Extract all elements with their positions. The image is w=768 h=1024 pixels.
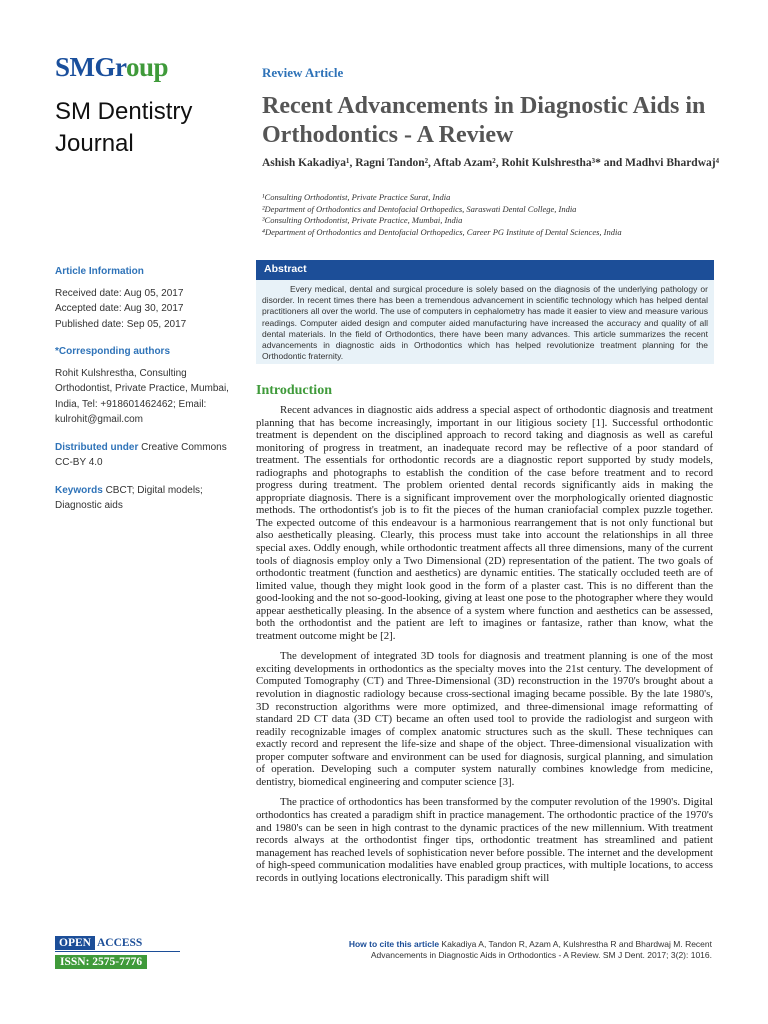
access-label: ACCESS	[96, 937, 143, 949]
abstract-heading: Abstract	[256, 260, 714, 280]
body-text	[256, 404, 713, 892]
journal-name: SM Dentistry Journal	[55, 98, 193, 157]
badge-divider	[55, 951, 180, 952]
affiliation-3: ³Consulting Orthodontist, Private Practice, Mumbai, India	[262, 215, 463, 225]
open-access-badge	[55, 936, 144, 950]
keywords-text: CBCT; Digital models; Diagnostic aids	[55, 484, 203, 511]
license-heading: Distributed under	[55, 441, 139, 453]
journal-logo	[55, 52, 168, 83]
keywords-heading: Keywords	[55, 484, 103, 496]
abstract-text: Every medical, dental and surgical procedure is solely based on the diagnosis of the underlying pathology or disorder. In recent times there has been a tremendous advancement in scientific technology which has helped dental practitioners all over the world. The use of computers in cephalometry has made it easier to view and measure various readings. Computer aided design and computer aided manufacturing have increased the accuracy and quality of all dental materials. In the field of Orthodontics, there have been many advances. This article summarizes the recent advancements in diagnostic aids in Orthodontics which has helped revolutionize treatment planning for the Orthodontic fraternity.	[262, 284, 708, 362]
logo-leaf-icon: o	[126, 52, 139, 82]
affiliation-1: ¹Consulting Orthodontist, Private Practice Surat, India	[262, 192, 451, 202]
corresponding-block	[55, 344, 240, 428]
affiliation-4: ⁴Department of Orthodontics and Dentofacial Orthopedics, Career PG Institute of Dental Sciences, India	[262, 226, 622, 237]
issn-badge: ISSN: 2575-7776	[55, 955, 147, 969]
author-list: Ashish Kakadiya¹, Ragni Tandon², Aftab Azam², Rohit Kulshrestha³* and Madhvi Bhardwaj⁴	[262, 157, 720, 169]
accepted-date: Accepted date: Aug 30, 2017	[55, 303, 184, 314]
article-info-sidebar	[55, 264, 240, 526]
abstract-box	[256, 260, 714, 364]
article-info-heading: Article Information	[55, 266, 144, 277]
article-type: Review Article	[262, 65, 344, 80]
affiliation-2: ²Department of Orthodontics and Dentofacial Orthopedics, Saraswati Dental College, India	[262, 203, 577, 214]
license-text: Creative Commons CC-BY 4.0	[55, 441, 227, 468]
paragraph: The development of integrated 3D tools for diagnosis and treatment planning is one of the most exciting developments in orthodontics as the specialty moves into the 21st century. The development of Computed Tomography (CT) and Three-Dimensional (3D) reconstruction in the 1970's brought about a revolution in diagnostic radiology because cross-sectional imaging became possible. By the late 1980's, 3D reconstruction algorithms were more optimized, and three-dimensional image reformatting of standard 2D CT data (3D CT) became an often used tool to provide the radiologist and surgeon with readily recognizable images of complex anatomic structures such as the skull. These techniques can exactly record and represent the life-size and shape of the object. Three-dimensional visualization with proper computer software and environment can be used for diagnosis, surgical planning, and simulation of operation. Developing such a computer system naturally combines knowledge from medicine, dentistry, biomedical engineering and computer science [3].	[256, 650, 713, 788]
license-block	[55, 440, 240, 471]
introduction-heading: Introduction	[256, 383, 332, 398]
paragraph: The practice of orthodontics has been transformed by the computer revolution of the 1990's. Digital orthodontics has created a paradigm shift in practice management. The orthodontic practice of the 1970's and 1980's can be seen in high contrast to the dynamic practices of the new millennium. With treatment records always at the orthodontist finger tips, orthodontic treatment has streamlined and patient management has reached levels of sophistication never before possible. The internet and the development of high-speed communication modalities have enabled group practices, with multiple locations, to access records in outlying locations electronically. This paradigm shift will	[256, 796, 713, 884]
logo-text-rest: up	[139, 52, 169, 82]
citation-footer	[310, 939, 712, 961]
published-date: Published date: Sep 05, 2017	[55, 318, 187, 330]
article-info-block	[55, 264, 240, 332]
keywords-block	[55, 483, 240, 514]
corresponding-details: Rohit Kulshrestha, Consulting Orthodontist, Private Practice, Mumbai, India, Tel: +918601462462; Email: kulrohit@gmail.com	[55, 367, 229, 425]
article-title: Recent Advancements in Diagnostic Aids in Orthodontics - A Review	[262, 93, 706, 148]
logo-text-sm: SMGr	[55, 52, 126, 82]
affiliations	[262, 192, 732, 238]
open-label: OPEN	[55, 936, 95, 950]
received-date: Received date: Aug 05, 2017	[55, 287, 184, 299]
citation-lead: How to cite this article	[348, 939, 440, 949]
paragraph: Recent advances in diagnostic aids address a special aspect of orthodontic diagnosis and treatment planning that has become increasingly, important in our litigious society [1]. Successful orthodontic treatment is dependent on the disciplined approach to record taking and diagnosis as well as careful monitoring of progress in treatment, an inadequate record may be reflective of a poor standard of treatment. The essentials for orthodontic records are a diagnostic report supported by study models, radiographs and photographs to establish the condition of the case before treatment and to record progress during treatment. The problem oriented dental records significantly aids in making the appropriate diagnosis. There is a significant improvement over the morphologically oriented diagnostic methods. The orthodontist's job is to fit the pieces of the human craniofacial complex puzzle together. The expected outcome of this endeavour is a harmonious rearrangement that is not only functional but also aesthetically pleasing. Clearly, this process must take into account the relationships in all three special axes. Oddly enough, while orthodontic treatment affects all three dimensions, many of the current tools of diagnosis employ only a Two Dimensional (2D) representation of the patient. The two goals of orthodontic treatment (function and aesthetics) are dynamic entities. The statically occluded teeth are of limited value, though they might look good in the form of a plaster cast. This is no different than the good-looking and the not so-good-looking, giving at least one pose to the photographer where they would appear aesthetically pleasing. In the absence of a system where function and aesthetics can be assessed, both the orthodontist and the patient are left to imagines or fantasize, rather than know, what the treatment outcome might be [2].	[256, 404, 713, 642]
corresponding-heading: *Corresponding authors	[55, 346, 171, 357]
citation-text: Kakadiya A, Tandon R, Azam A, Kulshrestha R and Bhardwaj M. Recent Advancements in Diagnostic Aids in Orthodontics - A Review. SM J Dent. 2017; 3(2): 1016.	[370, 939, 712, 960]
